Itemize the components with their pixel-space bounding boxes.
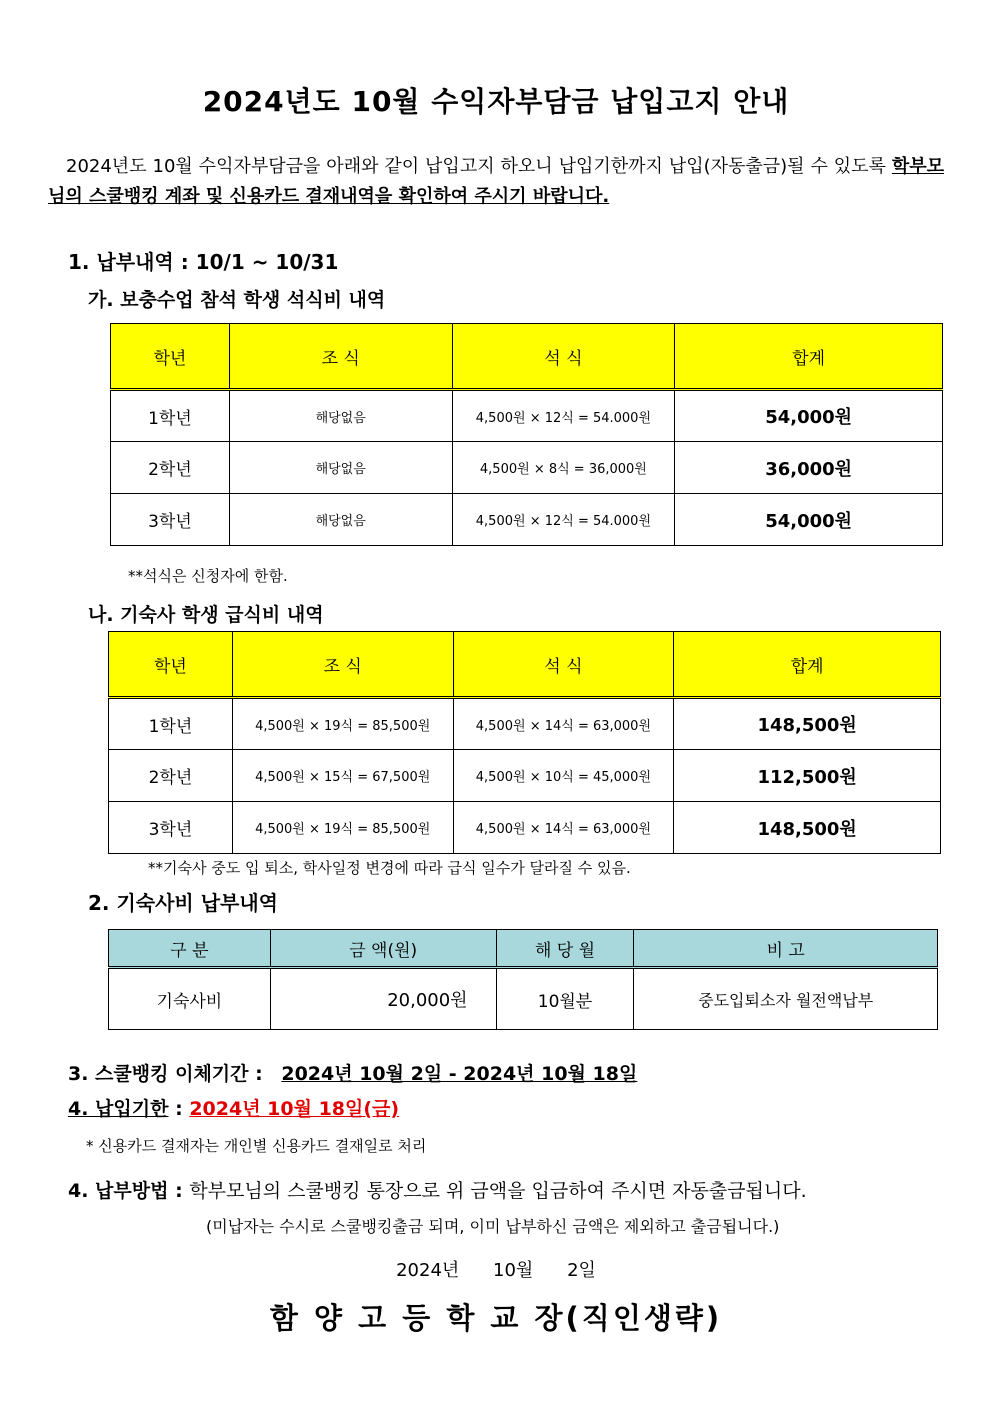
cell-grade: 1학년 <box>109 698 233 750</box>
cell-breakfast: 해당없음 <box>229 442 452 494</box>
section2-heading: 2. 기숙사비 납부내역 <box>88 891 278 915</box>
cell-breakfast: 해당없음 <box>229 494 452 546</box>
cell-grade: 2학년 <box>111 442 230 494</box>
section4b-line <box>68 1176 807 1203</box>
section4a-label: 4. 납입기한 <box>68 1098 169 1120</box>
cell-remark: 중도입퇴소자 월전액납부 <box>634 968 938 1030</box>
cell-total: 54,000원 <box>675 390 943 442</box>
cell-dinner: 4,500원 × 12식 = 54.000원 <box>452 494 675 546</box>
section1a-heading: 가. 보충수업 참석 학생 석식비 내역 <box>88 289 386 311</box>
cell-grade: 1학년 <box>111 390 230 442</box>
dorm-meal-note: **기숙사 중도 입 퇴소, 학사일정 변경에 따라 급식 일수가 달라질 수 있음. <box>148 859 631 877</box>
col-amount: 금 액(원) <box>270 930 496 968</box>
col-total: 합계 <box>675 324 943 390</box>
cell-dinner: 4,500원 × 12식 = 54.000원 <box>452 390 675 442</box>
date-year: 2024년 <box>396 1260 460 1281</box>
deadline-value: 2024년 10월 18일(금) <box>189 1098 400 1120</box>
issue-date <box>0 1256 992 1282</box>
section3-value: 2024년 10월 2일 - 2024년 10월 18일 <box>281 1063 638 1085</box>
principal-signature: 함 양 고 등 학 교 장(직인생략) <box>269 1301 723 1335</box>
section1-heading: 1. 납부내역 : 10/1 ~ 10/31 <box>68 250 339 274</box>
table-row <box>111 390 943 442</box>
table-header-row <box>109 632 941 698</box>
cell-category: 기숙사비 <box>109 968 271 1030</box>
cell-dinner: 4,500원 × 8식 = 36,000원 <box>452 442 675 494</box>
cell-breakfast: 4,500원 × 19식 = 85,500원 <box>232 802 453 854</box>
dorm-meal-table <box>108 631 941 854</box>
section4b-sub: (미납자는 수시로 스쿨뱅킹출금 되며, 이미 납부하신 금액은 제외하고 출금됩니다.) <box>206 1217 780 1236</box>
cell-amount: 20,000원 <box>270 968 496 1030</box>
col-dinner: 석 식 <box>452 324 675 390</box>
section3-line <box>68 1059 637 1086</box>
dinner-note: **석식은 신청자에 한함. <box>128 567 288 585</box>
dorm-fee-table <box>108 929 938 1030</box>
cell-total: 148,500원 <box>674 802 941 854</box>
intro-emphasis: 학부모님의 스쿨뱅킹 계좌 및 신용카드 결재내역을 확인하여 주시기 바랍니다. <box>48 156 944 207</box>
cell-month: 10월분 <box>496 968 634 1030</box>
cell-breakfast: 4,500원 × 19식 = 85,500원 <box>232 698 453 750</box>
table-row <box>111 442 943 494</box>
date-day: 2일 <box>567 1260 596 1281</box>
table-row <box>109 802 941 854</box>
col-breakfast: 조 식 <box>229 324 452 390</box>
section1b-heading: 나. 기숙사 학생 급식비 내역 <box>88 604 324 626</box>
table-header-row <box>111 324 943 390</box>
cell-grade: 2학년 <box>109 750 233 802</box>
table-header-row <box>109 930 938 968</box>
page-title: 2024년도 10월 수익자부담금 납입고지 안내 <box>202 85 790 118</box>
cell-total: 36,000원 <box>675 442 943 494</box>
credit-card-note: * 신용카드 결재자는 개인별 신용카드 결재일로 처리 <box>86 1137 427 1155</box>
section4a-colon: : <box>168 1098 190 1120</box>
cell-breakfast: 해당없음 <box>229 390 452 442</box>
section4b-text: 학부모님의 스쿨뱅킹 통장으로 위 금액을 입금하여 주시면 자동출금됩니다. <box>189 1180 807 1202</box>
col-category: 구 분 <box>109 930 271 968</box>
cell-total: 148,500원 <box>674 698 941 750</box>
cell-grade: 3학년 <box>109 802 233 854</box>
cell-total: 112,500원 <box>674 750 941 802</box>
section4a-line <box>68 1094 399 1121</box>
section3-label: 3. 스쿨뱅킹 이체기간 : <box>68 1063 263 1085</box>
section4b-label: 4. 납부방법 : <box>68 1180 183 1202</box>
intro-paragraph <box>48 152 944 212</box>
dinner-fee-table <box>110 323 943 546</box>
table-row <box>111 494 943 546</box>
col-breakfast: 조 식 <box>232 632 453 698</box>
col-total: 합계 <box>674 632 941 698</box>
cell-breakfast: 4,500원 × 15식 = 67,500원 <box>232 750 453 802</box>
date-month: 10월 <box>493 1260 534 1281</box>
table-row <box>109 750 941 802</box>
col-remark: 비 고 <box>634 930 938 968</box>
col-month: 해 당 월 <box>496 930 634 968</box>
col-grade: 학년 <box>109 632 233 698</box>
cell-dinner: 4,500원 × 14식 = 63,000원 <box>453 698 674 750</box>
col-dinner: 석 식 <box>453 632 674 698</box>
intro-text: 2024년도 10월 수익자부담금을 아래와 같이 납입고지 하오니 납입기한까지 납입(자동출금)될 수 있도록 <box>66 156 892 177</box>
cell-dinner: 4,500원 × 10식 = 45,000원 <box>453 750 674 802</box>
cell-dinner: 4,500원 × 14식 = 63,000원 <box>453 802 674 854</box>
cell-grade: 3학년 <box>111 494 230 546</box>
table-row <box>109 968 938 1030</box>
col-grade: 학년 <box>111 324 230 390</box>
table-row <box>109 698 941 750</box>
cell-total: 54,000원 <box>675 494 943 546</box>
